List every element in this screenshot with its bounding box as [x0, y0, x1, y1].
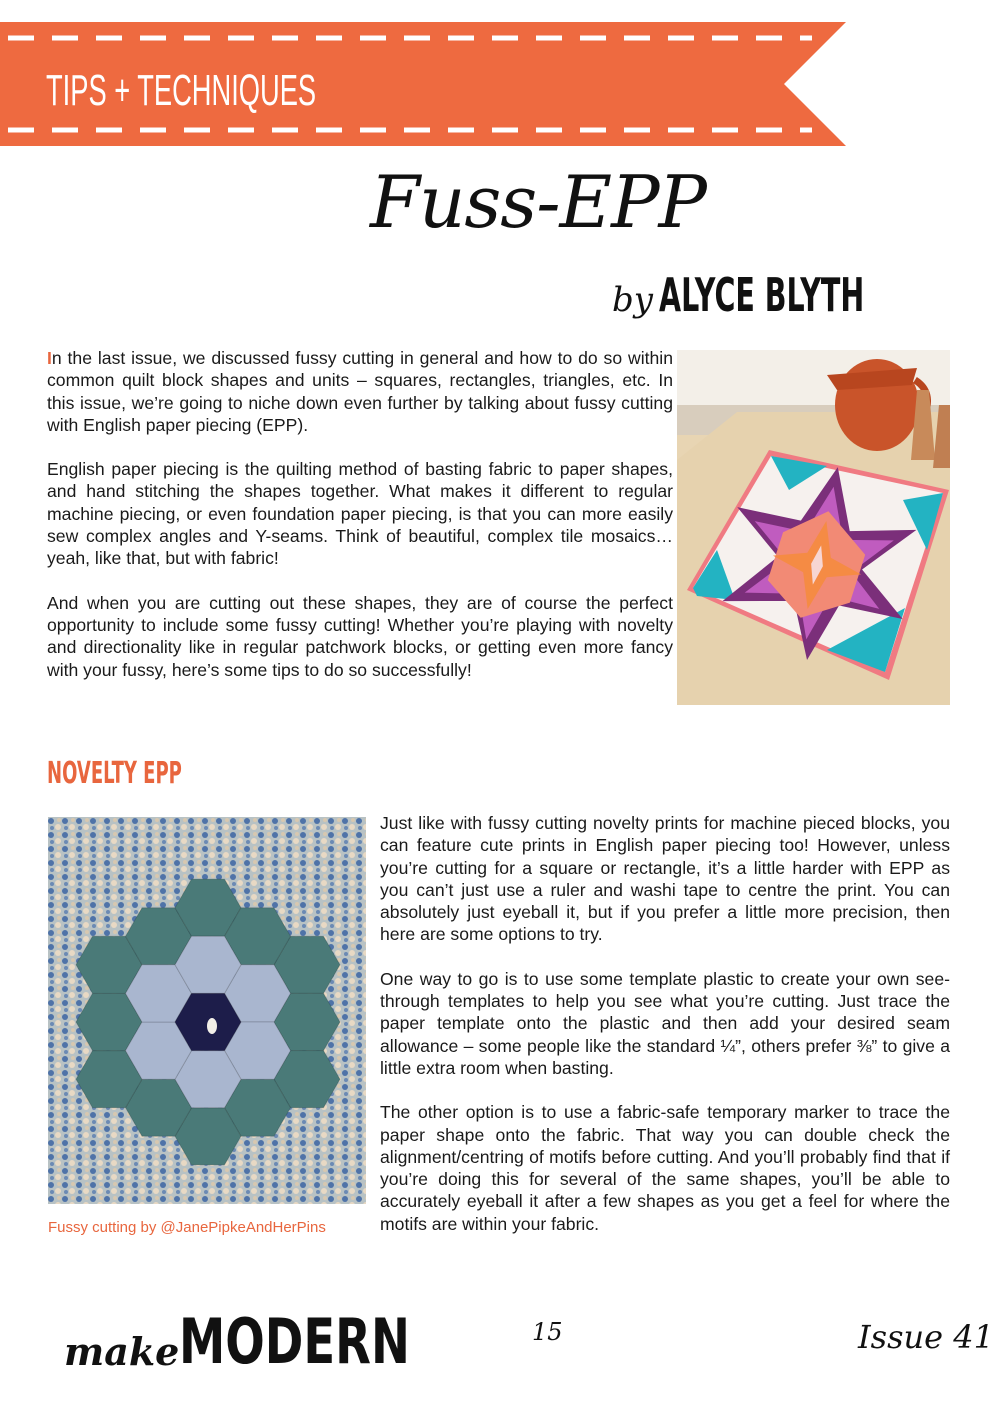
section-heading: NOVELTY EPP: [47, 756, 182, 791]
section-banner: [0, 22, 848, 146]
article-title: Fuss-EPP: [370, 160, 707, 244]
star-quilt-photo: [677, 350, 950, 705]
novelty-column: [380, 812, 950, 1257]
make-modern-logo: [64, 1305, 487, 1378]
novelty-paragraph: One way to go is to use some template plastic to create your own see-through templates to help you see what you’re cutting. Just trace the paper template onto the plastic and then add your desired seam allowance – some people like the standard ¼”, others prefer ⅜” to give a little extra room when basting.: [380, 968, 950, 1078]
drop-cap: I: [47, 348, 52, 368]
intro-paragraph: English paper piecing is the quilting method of basting fabric to paper shapes, and hand stitching the shapes together. What makes it different to regular machine piecing, or even foundation paper piecing, is that you can more easily sew complex angles and Y-seams. Think of beautiful, complex tile mosaics… yeah, like that, but with fabric!: [47, 459, 673, 569]
section-label: TIPS + TECHNIQUES: [46, 66, 317, 115]
intro-column: [47, 347, 673, 703]
issue-label: Issue 41: [858, 1318, 994, 1356]
hexagon-flower-photo: [48, 817, 366, 1204]
intro-paragraph: And when you are cutting out these shapes, they are of course the perfect opportunity to include some fussy cutting! Whether you’re playing with novelty and directionality like in regular patchwork blocks, or getting even more fancy with your fussy, here’s some tips to do so successfully!: [47, 592, 673, 680]
byline-prefix: by: [612, 280, 653, 320]
page-number: 15: [532, 1318, 563, 1346]
novelty-paragraph: Just like with fussy cutting novelty prints for machine pieced blocks, you can feature cute prints in English paper piecing too! However, unless you’re cutting for a square or rectangle, it’s a little harder with EPP as you can’t just use a ruler and washi tape to centre the print. You can absolutely just eyeball it, but if you prefer a little more precision, then here are some options to try.: [380, 813, 950, 945]
intro-paragraph-text: n the last issue, we discussed fussy cutting in general and how to do so within common quilt block shapes and units – squares, rectangles, triangles, etc. In this issue, we’re going to niche down even further by talking about fussy cutting with English paper piecing (EPP).: [47, 348, 673, 435]
logo-make: make: [64, 1329, 180, 1374]
byline: [612, 268, 990, 322]
logo-modern: MODERN: [179, 1305, 411, 1378]
intro-paragraph: [47, 347, 673, 436]
novelty-paragraph: The other option is to use a fabric-safe temporary marker to trace the paper shape onto the fabric. That way you can double check the alignment/centring of motifs before cutting. And you’ll probably find that if you’re doing this for several of the same shapes, you’ll be able to accurately eyeball it after a few shapes as you get a feel for where the motifs are within your fabric.: [380, 1102, 950, 1234]
rabbit-motif: [207, 1018, 217, 1034]
photo-caption: Fussy cutting by @JanePipkeAndHerPins: [48, 1219, 326, 1236]
author-name: ALYCE BLYTH: [658, 268, 865, 322]
